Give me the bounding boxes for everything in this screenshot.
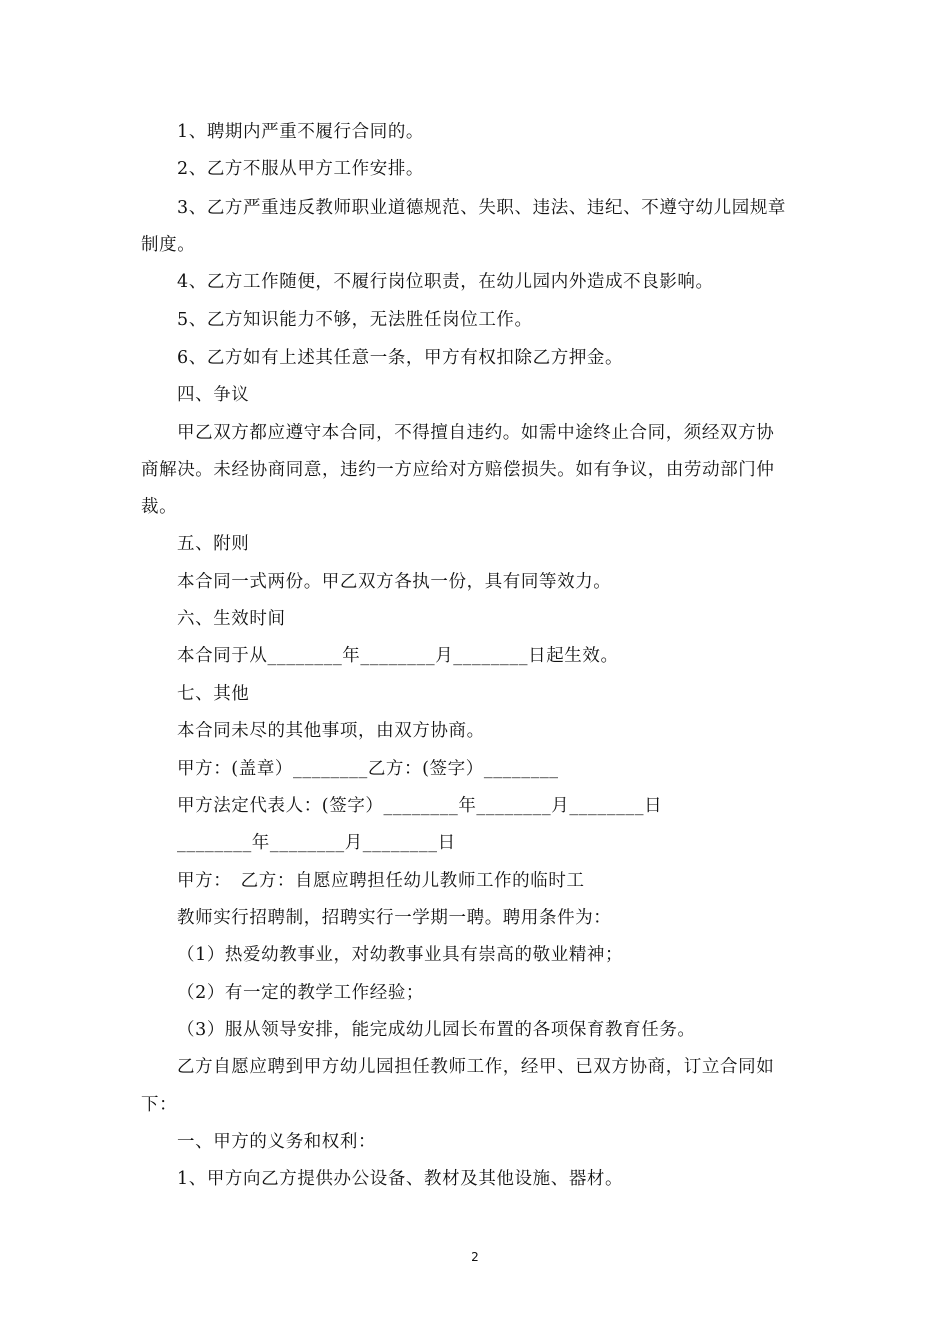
section-heading: 四、争议 <box>177 385 250 405</box>
paragraph-line: 1、甲方向乙方提供办公设备、教材及其他设施、器材。 <box>177 1169 624 1189</box>
list-item: （1）热爱幼教事业，对幼教事业具有崇高的敬业精神； <box>177 945 624 965</box>
section-heading: 六、生效时间 <box>177 609 286 629</box>
date-line: ________年________月________日 <box>177 833 456 853</box>
section-heading: 五、附则 <box>177 534 250 554</box>
paragraph-line: 乙方自愿应聘到甲方幼儿园担任教师工作，经甲、已双方协商，订立合同如 <box>177 1057 775 1077</box>
signature-line: 甲方：(盖章）________乙方：(签字）________ <box>177 759 559 779</box>
paragraph-line: 商解决。未经协商同意，违约一方应给对方赔偿损失。如有争议，由劳动部门仲 <box>141 460 775 480</box>
paragraph-line: 下： <box>141 1095 178 1115</box>
paragraph-line: 3、乙方严重违反教师职业道德规范、失职、违法、违纪、不遵守幼儿园规章 <box>177 198 787 218</box>
paragraph-line: 本合同未尽的其他事项，由双方协商。 <box>177 721 485 741</box>
paragraph-line: 裁。 <box>141 497 178 517</box>
paragraph-line: 本合同于从________年________月________日起生效。 <box>177 646 619 666</box>
signature-line: 甲方法定代表人：(签字）________年________月________日 <box>177 796 663 816</box>
paragraph-line: 2、乙方不服从甲方工作安排。 <box>177 159 425 179</box>
paragraph-line: 5、乙方知识能力不够，无法胜任岗位工作。 <box>177 310 533 330</box>
paragraph-line: 1、聘期内严重不履行合同的。 <box>177 122 425 142</box>
page-number: 2 <box>471 1250 479 1264</box>
list-item: （2）有一定的教学工作经验； <box>177 983 425 1003</box>
section-heading: 七、其他 <box>177 684 250 704</box>
paragraph-line: 甲方： 乙方：自愿应聘担任幼儿教师工作的临时工 <box>177 871 585 891</box>
section-heading: 一、甲方的义务和权利： <box>177 1132 377 1152</box>
paragraph-line: 本合同一式两份。甲乙双方各执一份，具有同等效力。 <box>177 572 612 592</box>
list-item: （3）服从领导安排，能完成幼儿园长布置的各项保育教育任务。 <box>177 1020 696 1040</box>
paragraph-line: 甲乙双方都应遵守本合同，不得擅自违约。如需中途终止合同，须经双方协 <box>177 423 775 443</box>
paragraph-line: 6、乙方如有上述其任意一条，甲方有权扣除乙方押金。 <box>177 348 624 368</box>
paragraph-line: 制度。 <box>141 235 196 255</box>
paragraph-line: 教师实行招聘制，招聘实行一学期一聘。聘用条件为： <box>177 908 612 928</box>
paragraph-line: 4、乙方工作随便，不履行岗位职责，在幼儿园内外造成不良影响。 <box>177 272 714 292</box>
